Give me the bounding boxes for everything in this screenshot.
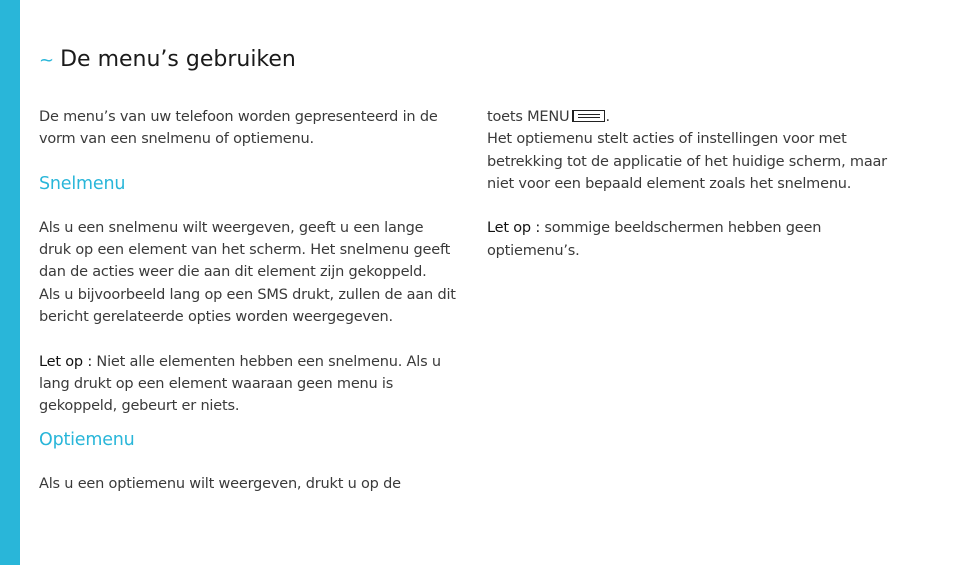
note-label: Let op : — [39, 353, 93, 370]
title-text: De menu’s gebruiken — [60, 47, 296, 72]
snelmenu-note — [39, 351, 459, 418]
snelmenu-heading: Snelmenu — [39, 173, 126, 194]
menu-key-icon — [572, 110, 605, 122]
left-column — [39, 106, 459, 495]
optiemenu-paragraph-2: Het optiemenu stelt acties of instellingen voor met betrekking tot de applicatie of het huidige scherm, maar niet voor een bepaald element zoals het snelmenu. — [487, 131, 887, 192]
intro-paragraph: De menu’s van uw telefoon worden gepresenteerd in de vorm van een snelmenu of optiemenu. — [39, 109, 438, 148]
note-text: sommige beeldschermen hebben geen optiemenu’s. — [487, 220, 822, 259]
menu-key-text: toets MENU — [487, 109, 570, 125]
note-text: Niet alle elementen hebben een snelmenu. Als u lang drukt op een element waaraan geen menu is gekoppeld, gebeurt er niets. — [39, 353, 441, 415]
page-title — [39, 47, 296, 72]
optiemenu-paragraph-1-start: Als u een optiemenu wilt weergeven, drukt u op de — [39, 475, 401, 492]
sidebar-accent-bar — [0, 0, 20, 565]
title-tilde: ~ — [39, 50, 55, 71]
snelmenu-paragraph-2: Als u bijvoorbeeld lang op een SMS drukt, zullen de aan dit bericht gerelateerde opties worden weergegeven. — [39, 286, 456, 326]
optiemenu-paragraph-1-cont — [487, 106, 907, 128]
optiemenu-note — [487, 217, 907, 262]
note-label: Let op : — [487, 220, 541, 237]
snelmenu-paragraph-1: Als u een snelmenu wilt weergeven, geeft u een lange druk op een element van het scherm. Het snelmenu geeft dan de acties weer die aan dit element zijn gekoppeld. — [39, 219, 451, 281]
menu-key-period: . — [605, 109, 610, 125]
optiemenu-heading: Optiemenu — [39, 429, 135, 450]
right-column — [487, 106, 907, 262]
